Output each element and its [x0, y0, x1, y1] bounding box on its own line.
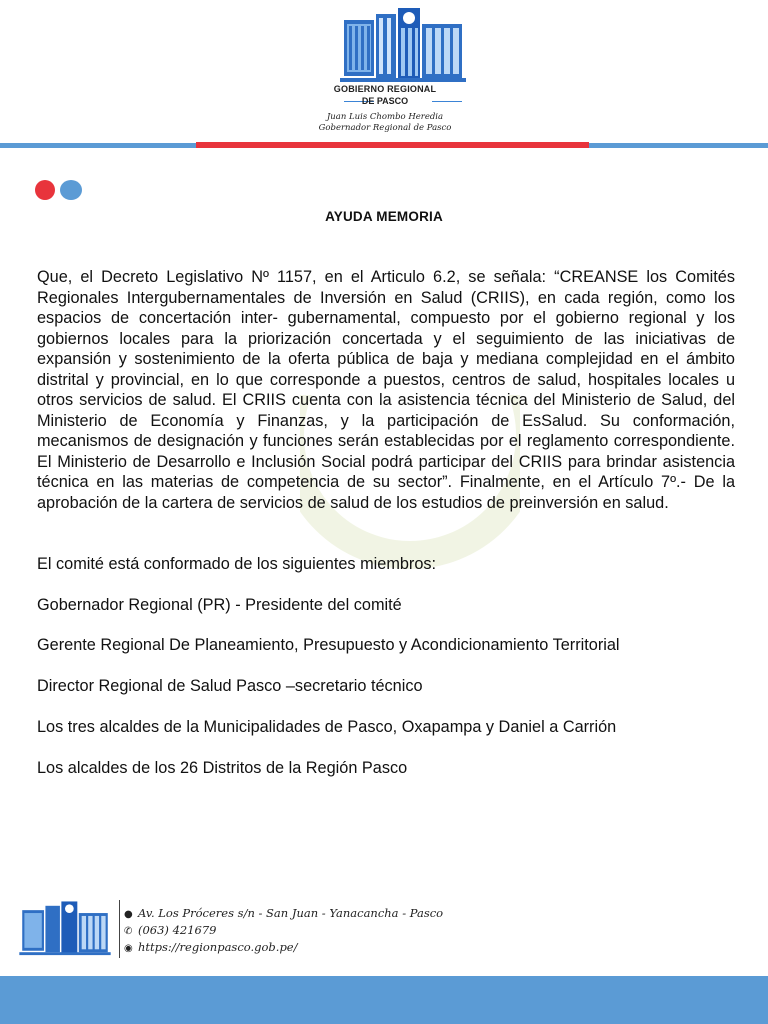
- regional-government-logo: [340, 6, 466, 86]
- member-item: Gobernador Regional (PR) - Presidente del comité: [37, 596, 402, 614]
- footer-website-link[interactable]: https://regionpasco.gob.pe/: [138, 940, 298, 954]
- location-pin-icon: ●: [124, 909, 133, 920]
- footer-logo: [19, 900, 111, 958]
- member-item: Los alcaldes de los 26 Distritos de la Región Pasco: [37, 759, 408, 777]
- governor-name: Juan Luis Chombo Heredia: [326, 112, 444, 122]
- org-name-rule-right: [432, 101, 462, 102]
- footer-phone: [124, 923, 216, 937]
- member-item: Gerente Regional De Planeamiento, Presupuesto y Acondicionamiento Territorial: [37, 636, 620, 654]
- document-title: AYUDA MEMORIA: [325, 209, 443, 224]
- decorative-blue-dot: [60, 180, 82, 200]
- footer-separator: [119, 900, 120, 958]
- footer-phone-text: (063) 421679: [138, 923, 217, 937]
- footer-band: [0, 976, 768, 1024]
- member-item: Director Regional de Salud Pasco –secretario técnico: [37, 677, 423, 695]
- footer-address: [124, 906, 443, 920]
- governor-title: Gobernador Regional de Pasco: [318, 123, 452, 133]
- org-name-line2: DE PASCO: [361, 96, 409, 106]
- org-name-line1: GOBIERNO REGIONAL: [333, 84, 437, 94]
- phone-icon: ✆: [124, 926, 133, 937]
- members-intro: El comité está conformado de los siguientes miembros:: [37, 555, 437, 573]
- globe-icon: ◉: [124, 943, 133, 954]
- footer-website[interactable]: [124, 940, 298, 954]
- header-divider-red: [196, 142, 589, 148]
- footer-address-text: Av. Los Próceres s/n - San Juan - Yanacancha - Pasco: [138, 906, 444, 920]
- decorative-red-dot: [35, 180, 55, 200]
- main-paragraph: Que, el Decreto Legislativo Nº 1157, en el Articulo 6.2, se señala: “CREANSE los Comités Regionales Intergubernamentales de Inversión en Salud (CRIIS), en cada región, como los espacios de concertación inter- gubernamental, compuesto por el gobierno regional y los gobiernos locales para la priorización concertada y el seguimiento de las iniciativas de expansión y sostenimiento de la oferta pública de baja y mediana complejidad en el ámbito distrital y provincial, en lo que corresponde a puestos, centros de salud, hospitales locales u otros servicios de salud. El CRIIS cuenta con la asistencia técnica del Ministerio de Salud, del Ministerio de Economía y Finanzas, y la participación de EsSalud. Su conformación, mecanismos de designación y funciones serán establecidas por el reglamento correspondiente. El Ministerio de Desarrollo e Inclusión Social podrá participar del CRIIS para brindar asistencia técnica en las materias de competencia de su sector”. Finalmente, en el Artículo 7º.- De la aprobación de la cartera de servicios de salud de los estudios de preinversión en salud.: [37, 268, 735, 512]
- member-item: Los tres alcaldes de la Municipalidades de Pasco, Oxapampa y Daniel a Carrión: [37, 718, 617, 736]
